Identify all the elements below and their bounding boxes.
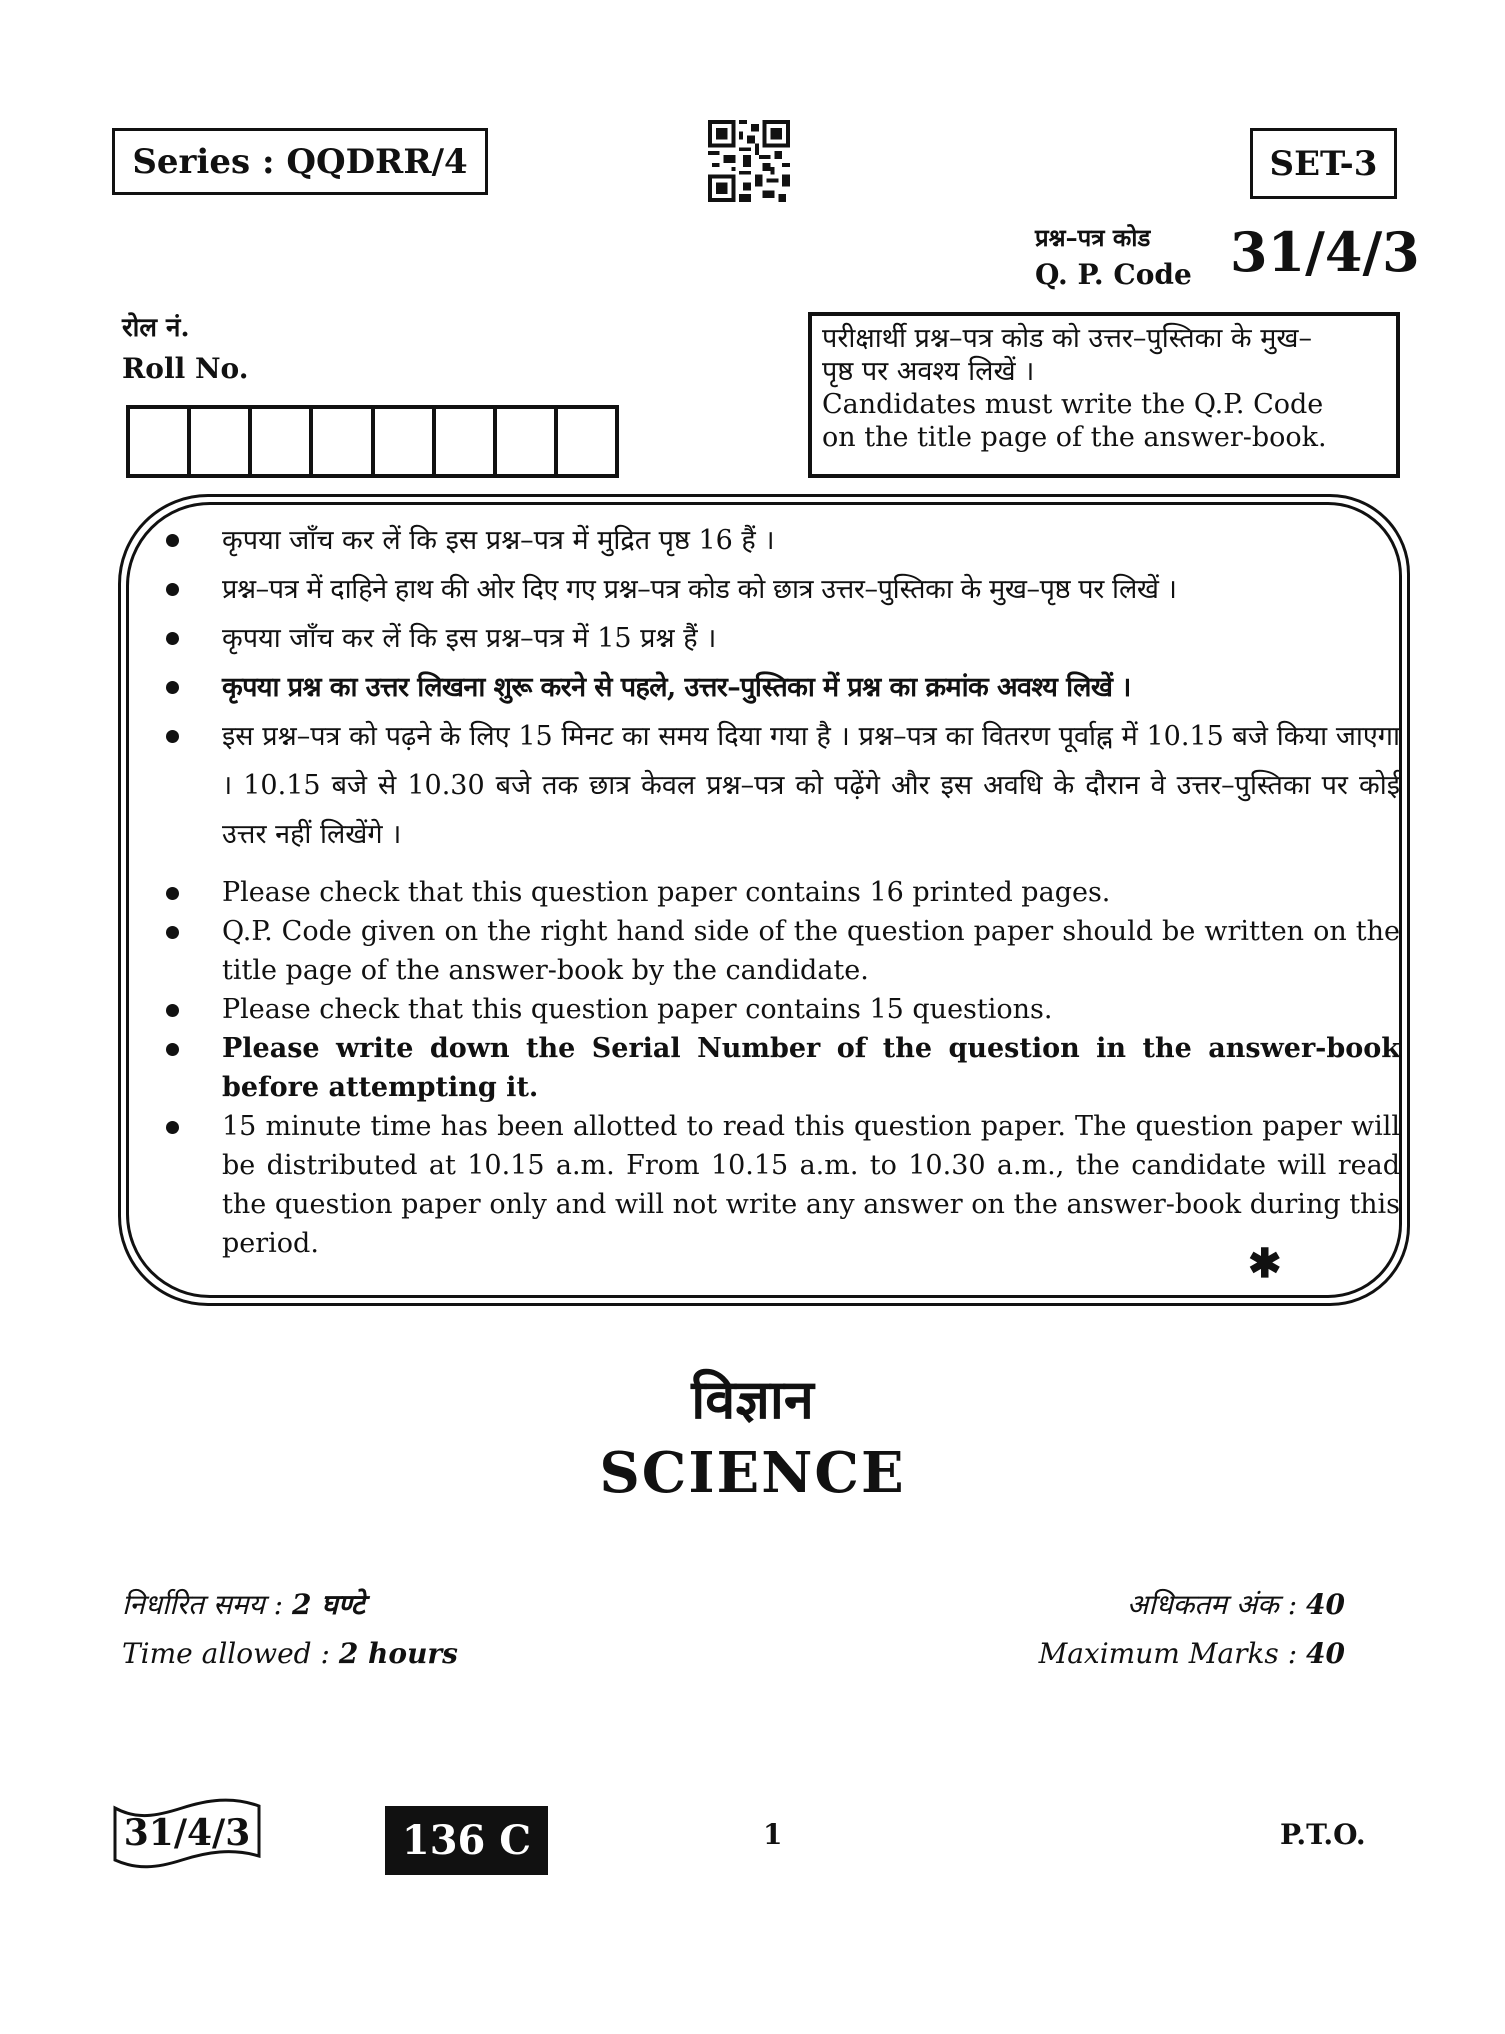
bullet-icon — [166, 534, 179, 547]
bullet-icon — [166, 1043, 179, 1056]
qp-code-value: 31/4/3 — [1230, 220, 1420, 284]
qr-code-icon — [708, 120, 790, 202]
series-label: Series : QQDRR/4 — [112, 128, 488, 195]
instruction-item: Q.P. Code given on the right hand side of the question paper should be written on the title page of the answer-book by the candidate. — [160, 912, 1400, 990]
roll-number-boxes — [126, 405, 619, 478]
instruction-item: 15 minute time has been allotted to read this question paper. The question paper will be distributed at 10.15 a.m. From 10.15 a.m. to 10.30 a.m., the candidate will read the question paper only and will not write any answer on the answer-book during this period. — [160, 1107, 1400, 1263]
bullet-icon — [166, 730, 179, 743]
instructions-english — [160, 873, 1400, 1263]
bullet-icon — [166, 632, 179, 645]
instruction-item: कृपया प्रश्न का उत्तर लिखना शुरू करने से पहले, उत्तर–पुस्तिका में प्रश्न का क्रमांक अवश्य लिखें । — [160, 663, 1400, 712]
roll-digit-box[interactable] — [497, 409, 558, 474]
footer-print-code: 136 C — [385, 1806, 548, 1875]
subject-title: SCIENCE — [599, 1440, 906, 1506]
subject-title-hindi: विज्ञान — [691, 1367, 814, 1431]
bullet-icon — [166, 926, 179, 939]
bullet-icon — [166, 1004, 179, 1017]
time-allowed-hindi: निर्धारित समय : 2 घण्टे — [122, 1588, 365, 1621]
instruction-item: कृपया जाँच कर लें कि इस प्रश्न–पत्र में 15 प्रश्न हैं । — [160, 614, 1400, 663]
roll-digit-box[interactable] — [252, 409, 313, 474]
instruction-item: Please write down the Serial Number of the question in the answer-book before attempting it. — [160, 1029, 1400, 1107]
roll-digit-box[interactable] — [191, 409, 252, 474]
notice-english-line-2: on the title page of the answer-book. — [822, 422, 1327, 453]
bullet-icon — [166, 583, 179, 596]
time-allowed: Time allowed : 2 hours — [122, 1637, 458, 1670]
maximum-marks: Maximum Marks : 40 — [1038, 1637, 1345, 1670]
bullet-icon — [166, 681, 179, 694]
set-label: SET-3 — [1250, 128, 1397, 199]
maximum-marks-hindi: अधिकतम अंक : 40 — [1126, 1588, 1345, 1621]
candidate-notice-box — [808, 312, 1400, 478]
notice-hindi-line-2: पृष्ठ पर अवश्य लिखें । — [822, 356, 1035, 387]
qp-code-label-hindi: प्रश्न–पत्र कोड — [1035, 223, 1151, 252]
footer-qp-code: 31/4/3 — [123, 1812, 251, 1854]
instruction-item: इस प्रश्न–पत्र को पढ़ने के लिए 15 मिनट का समय दिया गया है । प्रश्न–पत्र का वितरण पूर्वाह्न में 10.15 बजे किया जाएगा । 10.15 बजे से 10.30 बजे तक छात्र केवल प्रश्न–पत्र को पढ़ेंगे और इस अवधि के दौरान वे उत्तर–पुस्तिका पर कोई उत्तर नहीं लिखेंगे । — [160, 712, 1400, 859]
page-number: 1 — [763, 1818, 783, 1851]
roll-label: Roll No. — [122, 352, 249, 385]
pto-label: P.T.O. — [1280, 1818, 1366, 1851]
bullet-icon — [166, 887, 179, 900]
instruction-item: Please check that this question paper contains 16 printed pages. — [160, 873, 1400, 912]
instruction-item: Please check that this question paper contains 15 questions. — [160, 990, 1400, 1029]
roll-digit-box[interactable] — [558, 409, 615, 474]
qp-code-label: Q. P. Code — [1035, 258, 1192, 291]
roll-digit-box[interactable] — [313, 409, 374, 474]
roll-digit-box[interactable] — [436, 409, 497, 474]
roll-digit-box[interactable] — [130, 409, 191, 474]
instruction-item: कृपया जाँच कर लें कि इस प्रश्न–पत्र में मुद्रित पृष्ठ 16 हैं । — [160, 516, 1400, 565]
bullet-icon — [166, 1121, 179, 1134]
notice-english-line-1: Candidates must write the Q.P. Code — [822, 389, 1324, 420]
instruction-item: प्रश्न–पत्र में दाहिने हाथ की ओर दिए गए प्रश्न–पत्र कोड को छात्र उत्तर–पुस्तिका के मुख–पृष्ठ पर लिखें । — [160, 565, 1400, 614]
instructions-list — [160, 516, 1400, 1263]
asterisk-icon: ✱ — [1248, 1240, 1282, 1287]
instructions-hindi — [160, 516, 1400, 859]
notice-hindi-line-1: परीक्षार्थी प्रश्न–पत्र कोड को उत्तर–पुस्तिका के मुख– — [822, 323, 1312, 354]
roll-digit-box[interactable] — [375, 409, 436, 474]
roll-label-hindi: रोल नं. — [122, 313, 190, 343]
